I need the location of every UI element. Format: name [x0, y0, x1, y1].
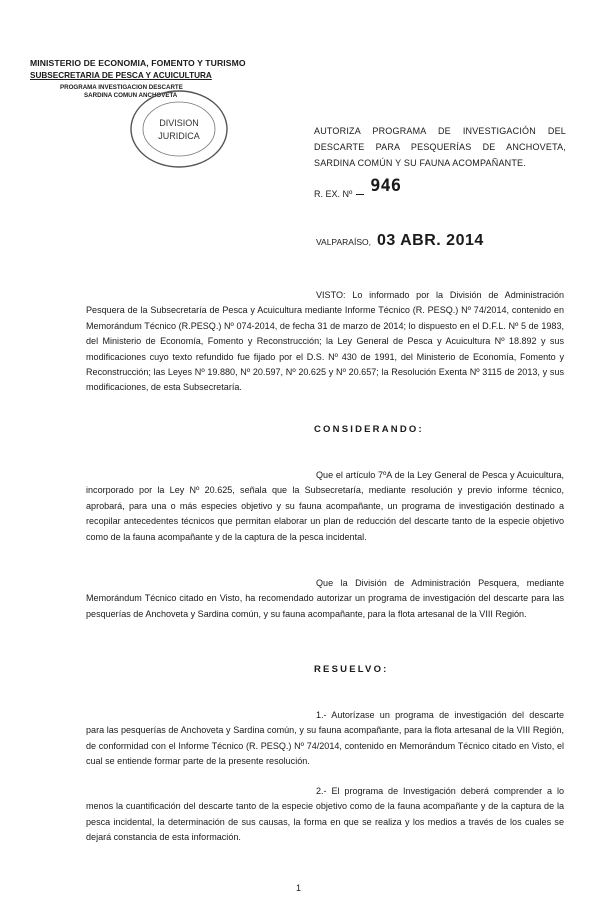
division-juridica-stamp — [128, 88, 230, 170]
ministry-name: MINISTERIO DE ECONOMIA, FOMENTO Y TURISMO — [30, 58, 246, 68]
considerando-heading: CONSIDERANDO: — [314, 424, 424, 435]
subsecretaria-name: SUBSECRETARIA DE PESCA Y ACUICULTURA — [30, 71, 212, 80]
resolution-subject: AUTORIZA PROGRAMA DE INVESTIGACIÓN DEL DESCARTE PARA PESQUERÍAS DE ANCHOVETA, SARDINA COMÚN Y SU FAUNA ACOMPAÑANTE. — [314, 126, 566, 168]
page-number: 1 — [296, 883, 302, 893]
date-place: VALPARAÍSO, — [316, 237, 371, 247]
date-value: 03 ABR. 2014 — [376, 232, 484, 249]
resuelvo-heading: RESUELVO: — [314, 664, 389, 675]
resolution-label: R. EX. Nº — [314, 189, 353, 199]
date-line — [316, 232, 484, 250]
visto-paragraph — [86, 288, 564, 396]
stamp-line-2: JURIDICA — [158, 131, 200, 141]
visto-lead: VISTO: — [316, 290, 346, 300]
program-species: SARDINA COMUN ANCHOVETA — [84, 92, 178, 99]
considerando-paragraph-1: Que el artículo 7ºA de la Ley General de Pesca y Acuicultura, incorporado por la Ley Nº 20.625, señala que la Subsecretaría, mediante resolución y previo informe técnico, aprobará, para una o más especies objetivo y su fauna acompañante, un programa de investigación destinado a recopilar antecedentes técnicos que permitan elaborar un plan de reducción del descarte tanto de la especie objetivo como de la fauna acompañante y de la captura de la pesca incidental. — [86, 470, 564, 542]
resolution-number-line — [314, 176, 402, 202]
program-name: PROGRAMA INVESTIGACION DESCARTE — [60, 84, 183, 91]
resolution-number: 946 — [370, 176, 402, 196]
considerando-paragraph-2: Que la División de Administración Pesquera, mediante Memorándum Técnico citado en Visto, ha recomendado autorizar un programa de investigación del descarte para las pesquerías de Anchoveta y Sardina común, y su fauna acompañante, para la flota artesanal de la VIII Región. — [86, 578, 564, 619]
visto-text: Lo informado por la División de Administración Pesquera de la Subsecretaría de Pesca y Acuicultura mediante Informe Técnico (R. PESQ.) Nº 74/2014, contenido en Memorándum Técnico (R.PESQ.) Nº 074-2014, de fecha 31 de marzo de 2014; lo dispuesto en el D.F.L. Nº 5 de 1983, del Ministerio de Economía, Fomento y Reconstrucción; la Ley General de Pesca y Acuicultura Nº 18.892 y sus modificaciones cuyo texto refundido fue fijado por el D.S. Nº 430 de 1991, del Ministerio de Economía, Fomento y Reconstrucción; las Leyes Nº 19.880, Nº 20.597, Nº 20.625 y Nº 20.657; la Resolución Exenta Nº 3115 de 2013, y sus modificaciones, de esta Subsecretaría. — [86, 290, 565, 393]
stamp-line-1: DIVISION — [159, 118, 199, 128]
resuelvo-paragraph-2: 2.- El programa de Investigación deberá comprender a lo menos la cuantificación del descarte tanto de la especie objetivo como de la fauna acompañante y de la captura de la pesca incidental, la determinación de sus causas, la forma en que se realiza y los medios a través de los cuales se dejará constancia de esta información. — [86, 786, 564, 843]
resuelvo-paragraph-1: 1.- Autorízase un programa de investigación del descarte para las pesquerías de Anchoveta y Sardina común, y su fauna acompañante, para la flota artesanal de la VIII Región, de conformidad con el Informe Técnico (R. PESQ.) Nº 74/2014, contenido en Memorándum Técnico citado en Visto, el cual se entiende formar parte de la presente resolución. — [86, 710, 564, 767]
